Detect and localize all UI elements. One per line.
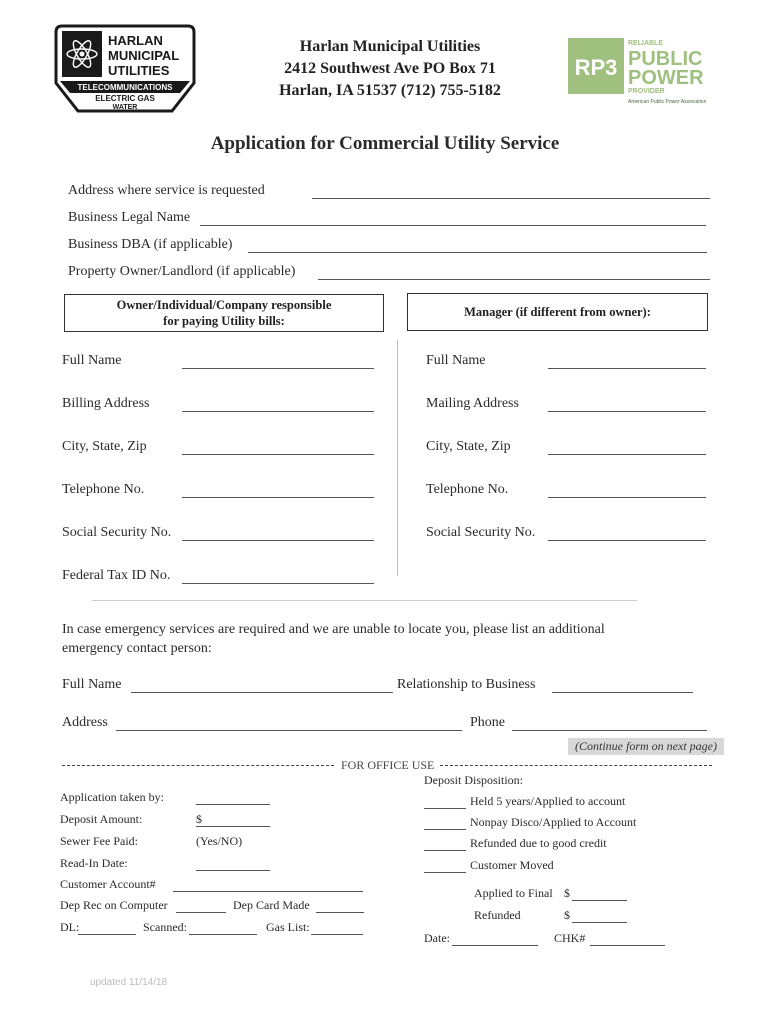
section-divider [92, 600, 637, 601]
customer-moved-input[interactable] [424, 859, 466, 873]
rp3-mark: RP3 [574, 55, 618, 80]
owner-section-box [64, 294, 384, 332]
emergency-phone-label: Phone [470, 715, 505, 730]
dep-rec-on-computer-label: Dep Rec on Computer [60, 898, 168, 912]
org-address: 2412 Southwest Ave PO Box 71 [284, 60, 496, 77]
held-input[interactable] [424, 795, 466, 809]
office-use-heading: FOR OFFICE USE [341, 758, 435, 772]
held-label: Held 5 years/Applied to account [470, 794, 626, 808]
sewer-fee-paid-label: Sewer Fee Paid: [60, 834, 138, 848]
sewer-yes-no[interactable]: (Yes/NO) [196, 834, 243, 848]
field-property-owner [68, 264, 710, 280]
manager-box-label: Manager (if different from owner): [464, 305, 651, 319]
manager-telephone-label: Telephone No. [426, 482, 509, 497]
owner-federal-tax-id-label: Federal Tax ID No. [62, 568, 171, 583]
chk-input[interactable] [590, 932, 665, 946]
owner-telephone-input[interactable] [182, 484, 374, 498]
manager-mailing-address-label: Mailing Address [426, 396, 519, 411]
manager-section-box [407, 293, 708, 331]
manager-ssn-label: Social Security No. [426, 525, 536, 540]
emergency-full-name-label: Full Name [62, 677, 122, 692]
logo-line1: HARLAN [108, 33, 163, 48]
emergency-address-input[interactable] [116, 717, 462, 731]
business-dba-input[interactable] [248, 239, 707, 253]
logo-line2: MUNICIPAL [108, 48, 180, 63]
rp3-word2: PUBLIC [628, 48, 703, 70]
deposit-amount-label: Deposit Amount: [60, 812, 143, 826]
dep-rec-on-computer-input[interactable] [176, 899, 226, 913]
gas-list-label: Gas List: [266, 920, 310, 934]
owner-city-state-zip-input[interactable] [182, 441, 374, 455]
owner-full-name-input[interactable] [182, 355, 374, 369]
dep-card-made-label: Dep Card Made [233, 898, 310, 912]
manager-mailing-address-input[interactable] [548, 398, 706, 412]
manager-city-state-zip-input[interactable] [548, 441, 706, 455]
refunded-credit-input[interactable] [424, 837, 466, 851]
emergency-instructions [62, 620, 605, 658]
office-dash-left [62, 765, 334, 766]
manager-ssn-input[interactable] [548, 527, 706, 541]
manager-full-name-label: Full Name [426, 353, 486, 368]
refunded-dollar: $ [564, 908, 570, 922]
nonpay-label: Nonpay Disco/Applied to Account [470, 815, 637, 829]
field-label: Business DBA (if applicable) [68, 237, 233, 252]
logo-band1: TELECOMMUNICATIONS [77, 83, 173, 92]
field-business-dba [68, 237, 710, 253]
owner-ssn-label: Social Security No. [62, 525, 172, 540]
emergency-phone-input[interactable] [512, 717, 707, 731]
logo-line3: UTILITIES [108, 63, 170, 78]
customer-moved-label: Customer Moved [470, 858, 554, 872]
manager-telephone-input[interactable] [548, 484, 706, 498]
rp3-word3: POWER [628, 67, 704, 89]
customer-account-input[interactable] [173, 878, 363, 892]
service-address-input[interactable] [312, 185, 710, 199]
owner-full-name-label: Full Name [62, 353, 122, 368]
refunded-label: Refunded [474, 908, 521, 922]
scanned-label: Scanned: [143, 920, 187, 934]
emergency-relationship-input[interactable] [552, 679, 693, 693]
logo-band3: WATER [112, 104, 138, 111]
chk-label: CHK# [554, 931, 586, 945]
manager-city-state-zip-label: City, State, Zip [426, 439, 511, 454]
field-label: Address where service is requested [68, 183, 265, 198]
owner-box-line2: for paying Utility bills: [163, 314, 285, 328]
emergency-text-line2: emergency contact person: [62, 641, 212, 656]
owner-billing-address-label: Billing Address [62, 396, 150, 411]
form-title: Application for Commercial Utility Service [210, 133, 560, 154]
owner-box-line1: Owner/Individual/Company responsible [116, 298, 332, 312]
owner-city-state-zip-label: City, State, Zip [62, 439, 147, 454]
emergency-text-line1: In case emergency services are required and we are unable to locate you, please list an additional [62, 622, 605, 637]
owner-ssn-input[interactable] [182, 527, 374, 541]
read-in-date-label: Read-In Date: [60, 856, 128, 870]
field-business-legal-name [68, 210, 710, 226]
applied-to-final-input[interactable] [572, 887, 627, 901]
deposit-disposition-label: Deposit Disposition: [424, 773, 524, 787]
business-legal-name-input[interactable] [200, 212, 706, 226]
letterhead [230, 36, 550, 102]
date-input[interactable] [452, 932, 538, 946]
updated-date: updated 11/14/18 [90, 977, 168, 988]
field-label: Business Legal Name [68, 210, 191, 225]
rp3-word1: RELIABLE [628, 40, 663, 47]
application-taken-by-input[interactable] [196, 791, 270, 805]
application-taken-by-label: Application taken by: [60, 790, 164, 804]
owner-federal-tax-id-input[interactable] [182, 570, 374, 584]
read-in-date-input[interactable] [196, 857, 270, 871]
office-dash-right [440, 765, 712, 766]
field-label: Property Owner/Landlord (if applicable) [68, 264, 296, 279]
deposit-amount-input[interactable] [196, 813, 270, 827]
harlan-municipal-utilities-logo [52, 23, 198, 115]
field-service-address [68, 183, 710, 199]
column-divider [397, 340, 398, 576]
dl-label: DL: [60, 920, 80, 934]
date-label: Date: [424, 931, 450, 945]
continue-note: (Continue form on next page) [568, 738, 724, 755]
customer-account-label: Customer Account# [60, 877, 156, 891]
dl-input[interactable] [78, 921, 136, 935]
owner-billing-address-input[interactable] [182, 398, 374, 412]
org-name: Harlan Municipal Utilities [299, 38, 481, 55]
owner-telephone-label: Telephone No. [62, 482, 145, 497]
rp3-public-power-logo [566, 36, 716, 106]
refunded-input[interactable] [572, 909, 627, 923]
org-city-phone: Harlan, IA 51537 (712) 755-5182 [279, 82, 501, 99]
gas-list-input[interactable] [311, 921, 363, 935]
property-owner-input[interactable] [318, 266, 710, 280]
refunded-credit-label: Refunded due to good credit [470, 836, 607, 850]
emergency-relationship-label: Relationship to Business [397, 677, 536, 692]
logo-band2: ELECTRIC GAS [95, 94, 155, 103]
manager-full-name-input[interactable] [548, 355, 706, 369]
rp3-word4: PROVIDER [628, 88, 665, 95]
applied-to-final-dollar: $ [564, 886, 570, 900]
scanned-input[interactable] [189, 921, 257, 935]
emergency-address-label: Address [62, 715, 108, 730]
dep-card-made-input[interactable] [316, 899, 364, 913]
rp3-tagline: American Public Power Association [628, 99, 707, 105]
nonpay-input[interactable] [424, 816, 466, 830]
deposit-dollar-sign: $ [196, 812, 202, 826]
applied-to-final-label: Applied to Final [474, 886, 553, 900]
emergency-full-name-input[interactable] [131, 679, 393, 693]
